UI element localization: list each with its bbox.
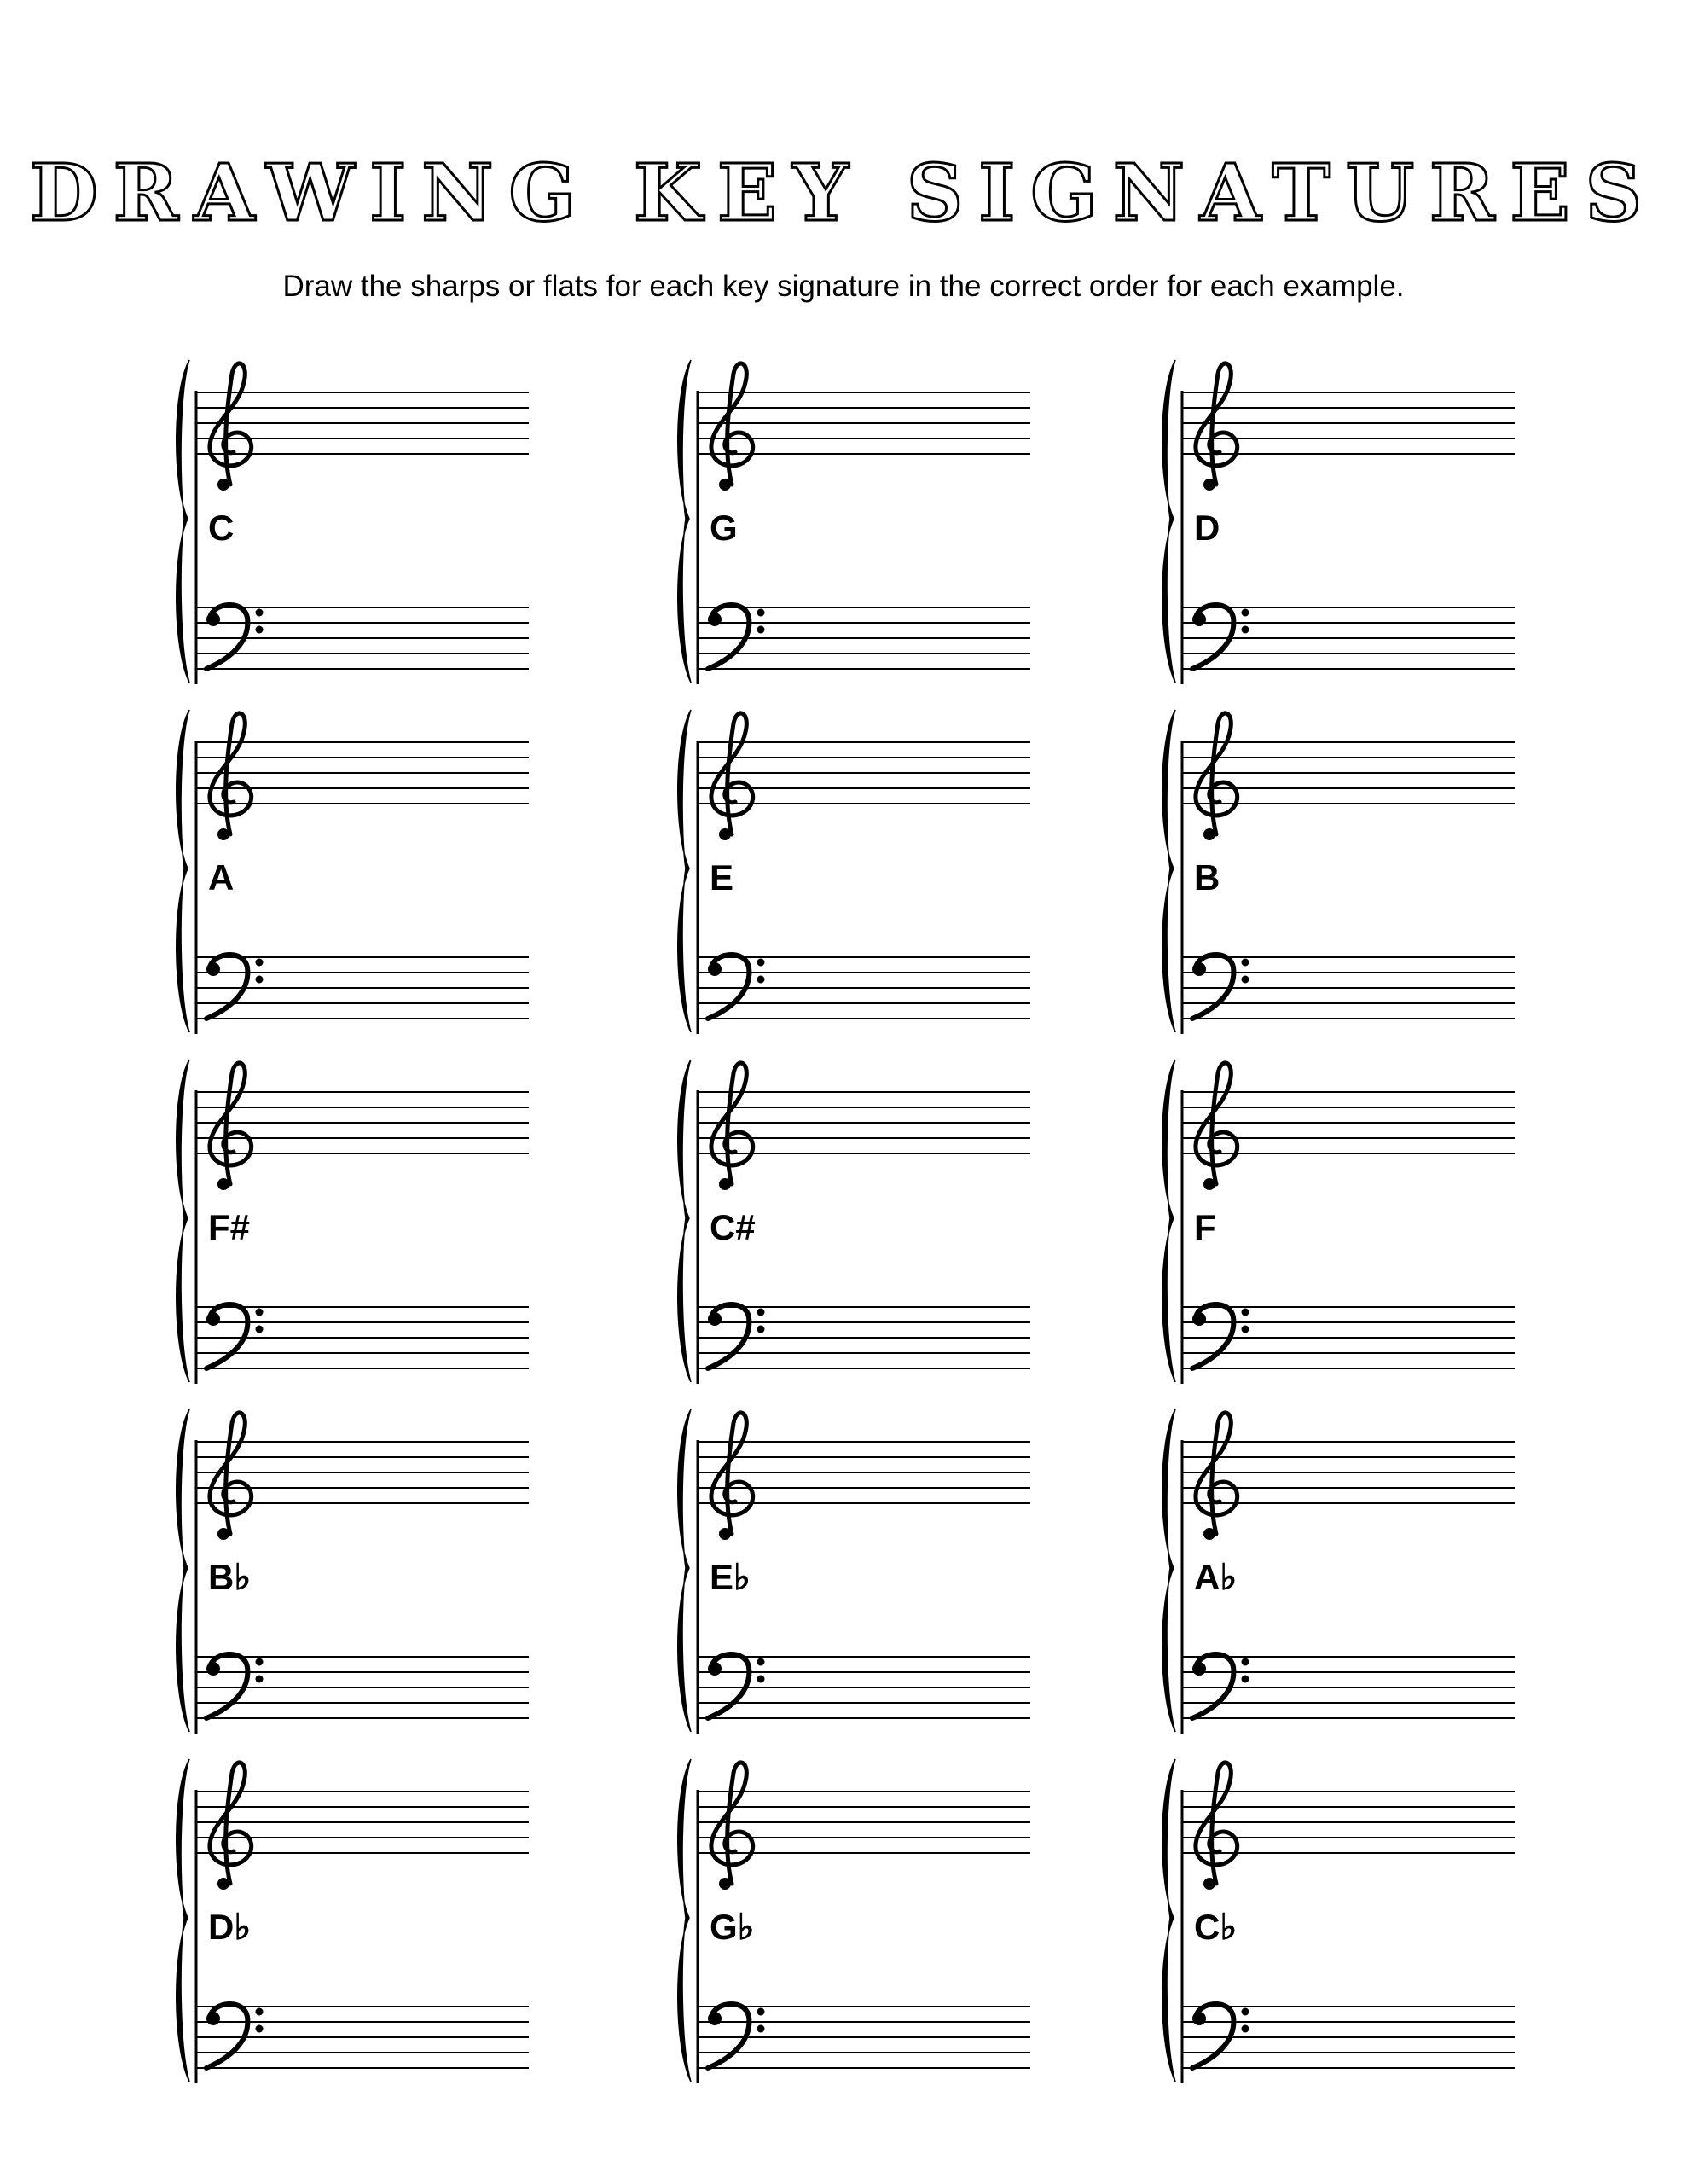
treble-staff[interactable]: [698, 742, 1030, 804]
treble-staff[interactable]: [1182, 1442, 1515, 1503]
bass-clef-icon: [1192, 1654, 1249, 1718]
grand-staff-brace-icon: [678, 1759, 691, 2082]
treble-clef-icon: [1196, 1063, 1238, 1190]
grand-staff[interactable]: [672, 1406, 1047, 1735]
key-label: F: [1194, 1207, 1216, 1247]
key-label: C: [208, 508, 235, 548]
bass-clef-icon: [206, 605, 264, 669]
treble-staff[interactable]: [1182, 392, 1515, 454]
bass-clef-icon: [1192, 605, 1249, 669]
key-label: C♭: [1194, 1907, 1238, 1947]
bass-clef-icon: [1192, 2004, 1249, 2068]
key-label: F#: [208, 1207, 251, 1247]
treble-staff[interactable]: [196, 392, 529, 454]
key-label: A: [208, 857, 235, 897]
key-label: C#: [710, 1207, 756, 1247]
grand-staff[interactable]: [1157, 1756, 1532, 2085]
key-label: D: [1194, 508, 1220, 548]
grand-staff-brace-icon: [678, 1060, 691, 1382]
grand-staff-brace-icon: [177, 1060, 189, 1382]
treble-clef-icon: [210, 1063, 252, 1190]
key-label: G: [710, 508, 738, 548]
bass-clef-icon: [206, 1654, 264, 1718]
treble-clef-icon: [711, 1063, 753, 1190]
grand-staff-brace-icon: [177, 1759, 189, 2082]
grand-staff-brace-icon: [1162, 1759, 1175, 2082]
grand-staff[interactable]: [171, 1406, 546, 1735]
grand-staff-brace-icon: [1162, 1409, 1175, 1732]
instructions: Draw the sharps or flats for each key signature in the correct order for each example.: [282, 270, 1405, 303]
treble-staff[interactable]: [698, 1442, 1030, 1503]
treble-clef-icon: [711, 1763, 753, 1890]
bass-clef-icon: [206, 955, 264, 1019]
treble-clef-icon: [210, 713, 252, 840]
grand-staff[interactable]: [171, 706, 546, 1036]
treble-clef-icon: [711, 363, 753, 491]
grand-staff[interactable]: [1157, 1406, 1532, 1735]
bass-clef-icon: [708, 1654, 765, 1718]
grand-staff[interactable]: [672, 357, 1047, 686]
grand-staff-brace-icon: [678, 710, 691, 1032]
treble-staff[interactable]: [698, 1792, 1030, 1853]
treble-clef-icon: [1196, 363, 1238, 491]
key-label: E♭: [710, 1557, 751, 1597]
treble-clef-icon: [711, 1413, 753, 1540]
treble-clef-icon: [210, 1413, 252, 1540]
bass-clef-icon: [708, 605, 765, 669]
key-label: A♭: [1194, 1557, 1238, 1597]
treble-clef-icon: [1196, 1763, 1238, 1890]
key-label: E: [710, 857, 734, 897]
key-label: G♭: [710, 1907, 755, 1947]
grand-staff[interactable]: [672, 1756, 1047, 2085]
treble-staff[interactable]: [196, 1442, 529, 1503]
grand-staff-brace-icon: [1162, 360, 1175, 682]
grand-staff-brace-icon: [177, 360, 189, 682]
treble-staff[interactable]: [196, 742, 529, 804]
grand-staff[interactable]: [1157, 357, 1532, 686]
grand-staff-brace-icon: [177, 710, 189, 1032]
key-label: B: [1194, 857, 1220, 897]
grand-staff[interactable]: [1157, 1056, 1532, 1385]
bass-clef-icon: [708, 955, 765, 1019]
treble-clef-icon: [1196, 713, 1238, 840]
bass-clef-icon: [708, 2004, 765, 2068]
grand-staff[interactable]: [672, 1056, 1047, 1385]
bass-clef-icon: [206, 2004, 264, 2068]
grand-staff[interactable]: [1157, 706, 1532, 1036]
page-title: DRAWING KEY SIGNATURES: [29, 147, 1658, 239]
grand-staff[interactable]: [171, 1056, 546, 1385]
bass-clef-icon: [708, 1304, 765, 1368]
treble-staff[interactable]: [698, 392, 1030, 454]
grand-staff-brace-icon: [1162, 1060, 1175, 1382]
grand-staff-brace-icon: [678, 360, 691, 682]
key-label: B♭: [208, 1557, 252, 1597]
grand-staff[interactable]: [672, 706, 1047, 1036]
treble-staff[interactable]: [1182, 742, 1515, 804]
treble-staff[interactable]: [698, 1092, 1030, 1153]
key-label: D♭: [208, 1907, 252, 1947]
treble-staff[interactable]: [1182, 1092, 1515, 1153]
treble-clef-icon: [1196, 1413, 1238, 1540]
treble-staff[interactable]: [1182, 1792, 1515, 1853]
treble-clef-icon: [210, 1763, 252, 1890]
treble-staff[interactable]: [196, 1792, 529, 1853]
treble-clef-icon: [210, 363, 252, 491]
treble-clef-icon: [711, 713, 753, 840]
grand-staff[interactable]: [171, 357, 546, 686]
treble-staff[interactable]: [196, 1092, 529, 1153]
bass-clef-icon: [1192, 1304, 1249, 1368]
grand-staff-brace-icon: [678, 1409, 691, 1732]
grand-staff-brace-icon: [177, 1409, 189, 1732]
bass-clef-icon: [206, 1304, 264, 1368]
grand-staff-brace-icon: [1162, 710, 1175, 1032]
bass-clef-icon: [1192, 955, 1249, 1019]
grand-staff[interactable]: [171, 1756, 546, 2085]
